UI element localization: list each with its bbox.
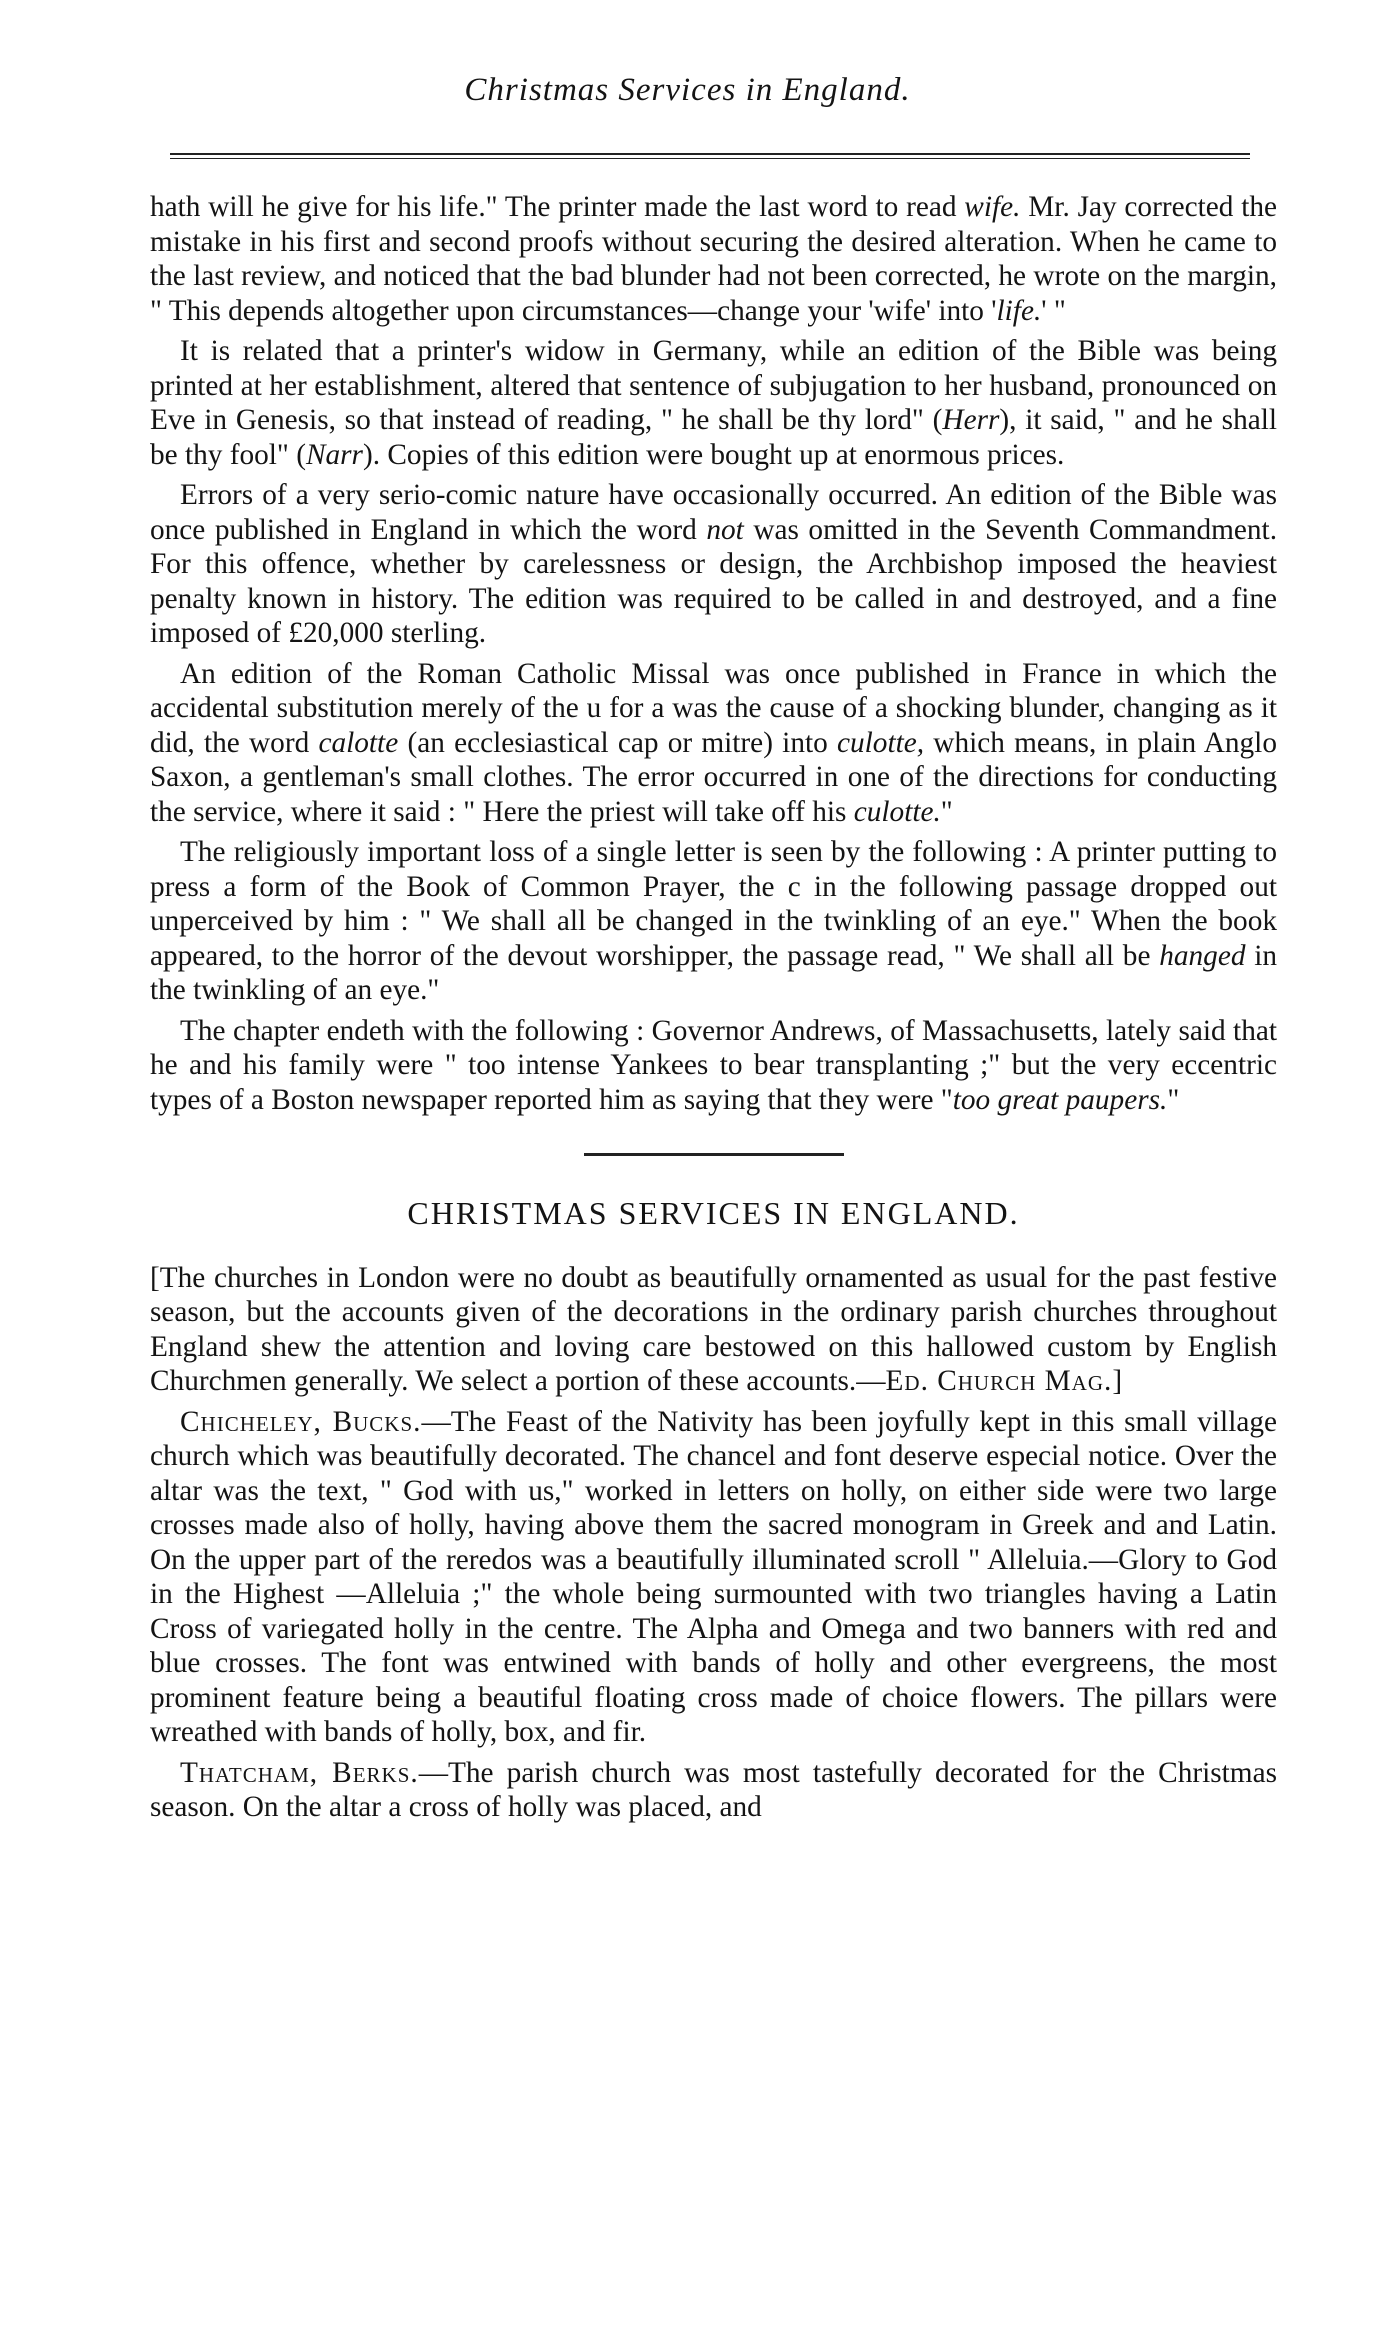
text-run: hath will he give for his life." The printer made the last word to read [150,191,957,223]
text-run: ). Copies of this edition were bought up at enormous prices. [362,438,1065,471]
text-run: It is related that a printer's widow in Germany, while an edition of the Bible was being printed at her establishment, altered that sentence of subjugation to her husband, pronounced on Eve in Genesis, so that instead of reading, " he shall be thy lord" ( [150,335,1277,436]
article-intro [150,1261,1277,1399]
paragraph-continued [150,190,1277,328]
text-run: The chapter endeth with the following : Governor Andrews, of Massachusetts, lately said that he and his family were " too intense Yankees to bear transplanting ;" but the very eccentric types of a Boston newspaper reported him as saying that they were " [150,1014,1277,1116]
text-run: which means, in plain Anglo Saxon, a gentleman's small clothes. The error occurred in one of the directions for conducting the service, where it said : " Here the priest will take off his [150,726,1277,828]
text-run: was omitted in the Seventh Commandment. For this offence, whether by carelessness or design, the Archbishop imposed the heaviest penalty known in history. The edition was required to be called in and destroyed, and a fine imposed of £20,000 sterling. [150,513,1278,649]
italic-run: not [706,513,744,546]
italic-run: calotte [318,726,399,759]
paragraph-seventh-commandment [150,478,1277,651]
paragraph-printers-widow [150,334,1277,472]
text-run: in the twinkling of an eye." [150,939,1278,1006]
editor-signature: Ed. Church Mag. [885,1365,1113,1397]
text-run: ), it said, " and he shall be thy fool" ( [150,404,1277,471]
text-run: [The churches in London were no doubt as beautifully ornamented as usual for the past festive season, but the accounts given of the decorations in the ordinary parish churches throughout England shew the attention and loving care bestowed on this hallowed custom by English Churchmen generally. We select a portion of these accounts.— [150,1261,1277,1397]
text-run: " [1167,1083,1180,1116]
italic-run: wife. [964,191,1021,223]
place-name: Thatcham, Berks. [180,1756,419,1789]
paragraph-common-prayer [150,835,1277,1008]
italic-run: Narr [305,438,363,471]
text-run: —The parish church was most tastefully decorated for the Christmas season. On the altar a cross of holly was placed, and [150,1756,1277,1823]
page-body [150,190,1277,1831]
text-run: Errors of a very serio-comic nature have occasionally occurred. An edition of the Bible was once published in England in which the word [150,479,1277,546]
section-rule [584,1153,844,1156]
text-run: An edition of the Roman Catholic Missal was once published in France in which the accidental substitution merely of the u for a was the cause of a shocking blunder, changing as it did, the word [150,657,1277,759]
italic-run: hanged [1159,939,1246,972]
italic-run: culotte. [853,795,941,828]
italic-run: too great paupers. [952,1083,1168,1116]
text-run: " [940,795,953,828]
text-run: Mr. Jay corrected the mistake in his first and second proofs without securing the desired alteration. When he came to the last review, and noticed that the bad blunder had not been corrected, he wrote on the margin, " This depends altogether upon circumstances—change your 'wife' into ' [150,191,1277,327]
italic-run: life. [996,294,1042,327]
running-header: Christmas Services in England. [464,72,911,108]
text-run: ' " [1041,294,1066,327]
text-run: ] [1112,1365,1123,1397]
paragraph-governor-andrews [150,1014,1277,1118]
article-title: CHRISTMAS SERVICES IN ENGLAND. [407,1195,1020,1231]
italic-run: Herr [942,404,1000,436]
paragraph-thatcham [150,1756,1277,1825]
text-run: (an ecclesiastical cap or mitre) into [407,726,828,759]
text-run: The religiously important loss of a single letter is seen by the following : A printer putting to press a form of the Book of Common Prayer, the c in the following passage dropped out unperceived by him : " We shall all be changed in the twinkling of an eye." When the book appeared, to the horror of the devout worshipper, the passage read, " We shall all be [150,836,1277,972]
italic-run: culotte, [837,726,925,759]
paragraph-chicheley [150,1405,1277,1750]
text-run: —The Feast of the Nativity has been joyfully kept in this small village church which was beautifully decorated. The chancel and font deserve especial notice. Over the altar was the text, " God with us," worked in letters on holly, on either side were two large crosses made also of holly, having above them the sacred monogram in Greek and and Latin. On the upper part of the reredos was a beautifully illuminated scroll " Alleluia.—Glory to God in the Highest —Alleluia ;" the whole being surmounted with two triangles having a Latin Cross of variegated holly in the centre. The Alpha and Omega and two banners with red and blue crosses. The font was entwined with bands of holly and other evergreens, the most prominent feature being a beautiful floating cross made of choice flowers. The pillars were wreathed with bands of holly, box, and fir. [150,1405,1277,1748]
paragraph-missal [150,657,1277,830]
place-name: Chicheley, Bucks. [180,1405,422,1438]
header-rule [170,153,1250,159]
